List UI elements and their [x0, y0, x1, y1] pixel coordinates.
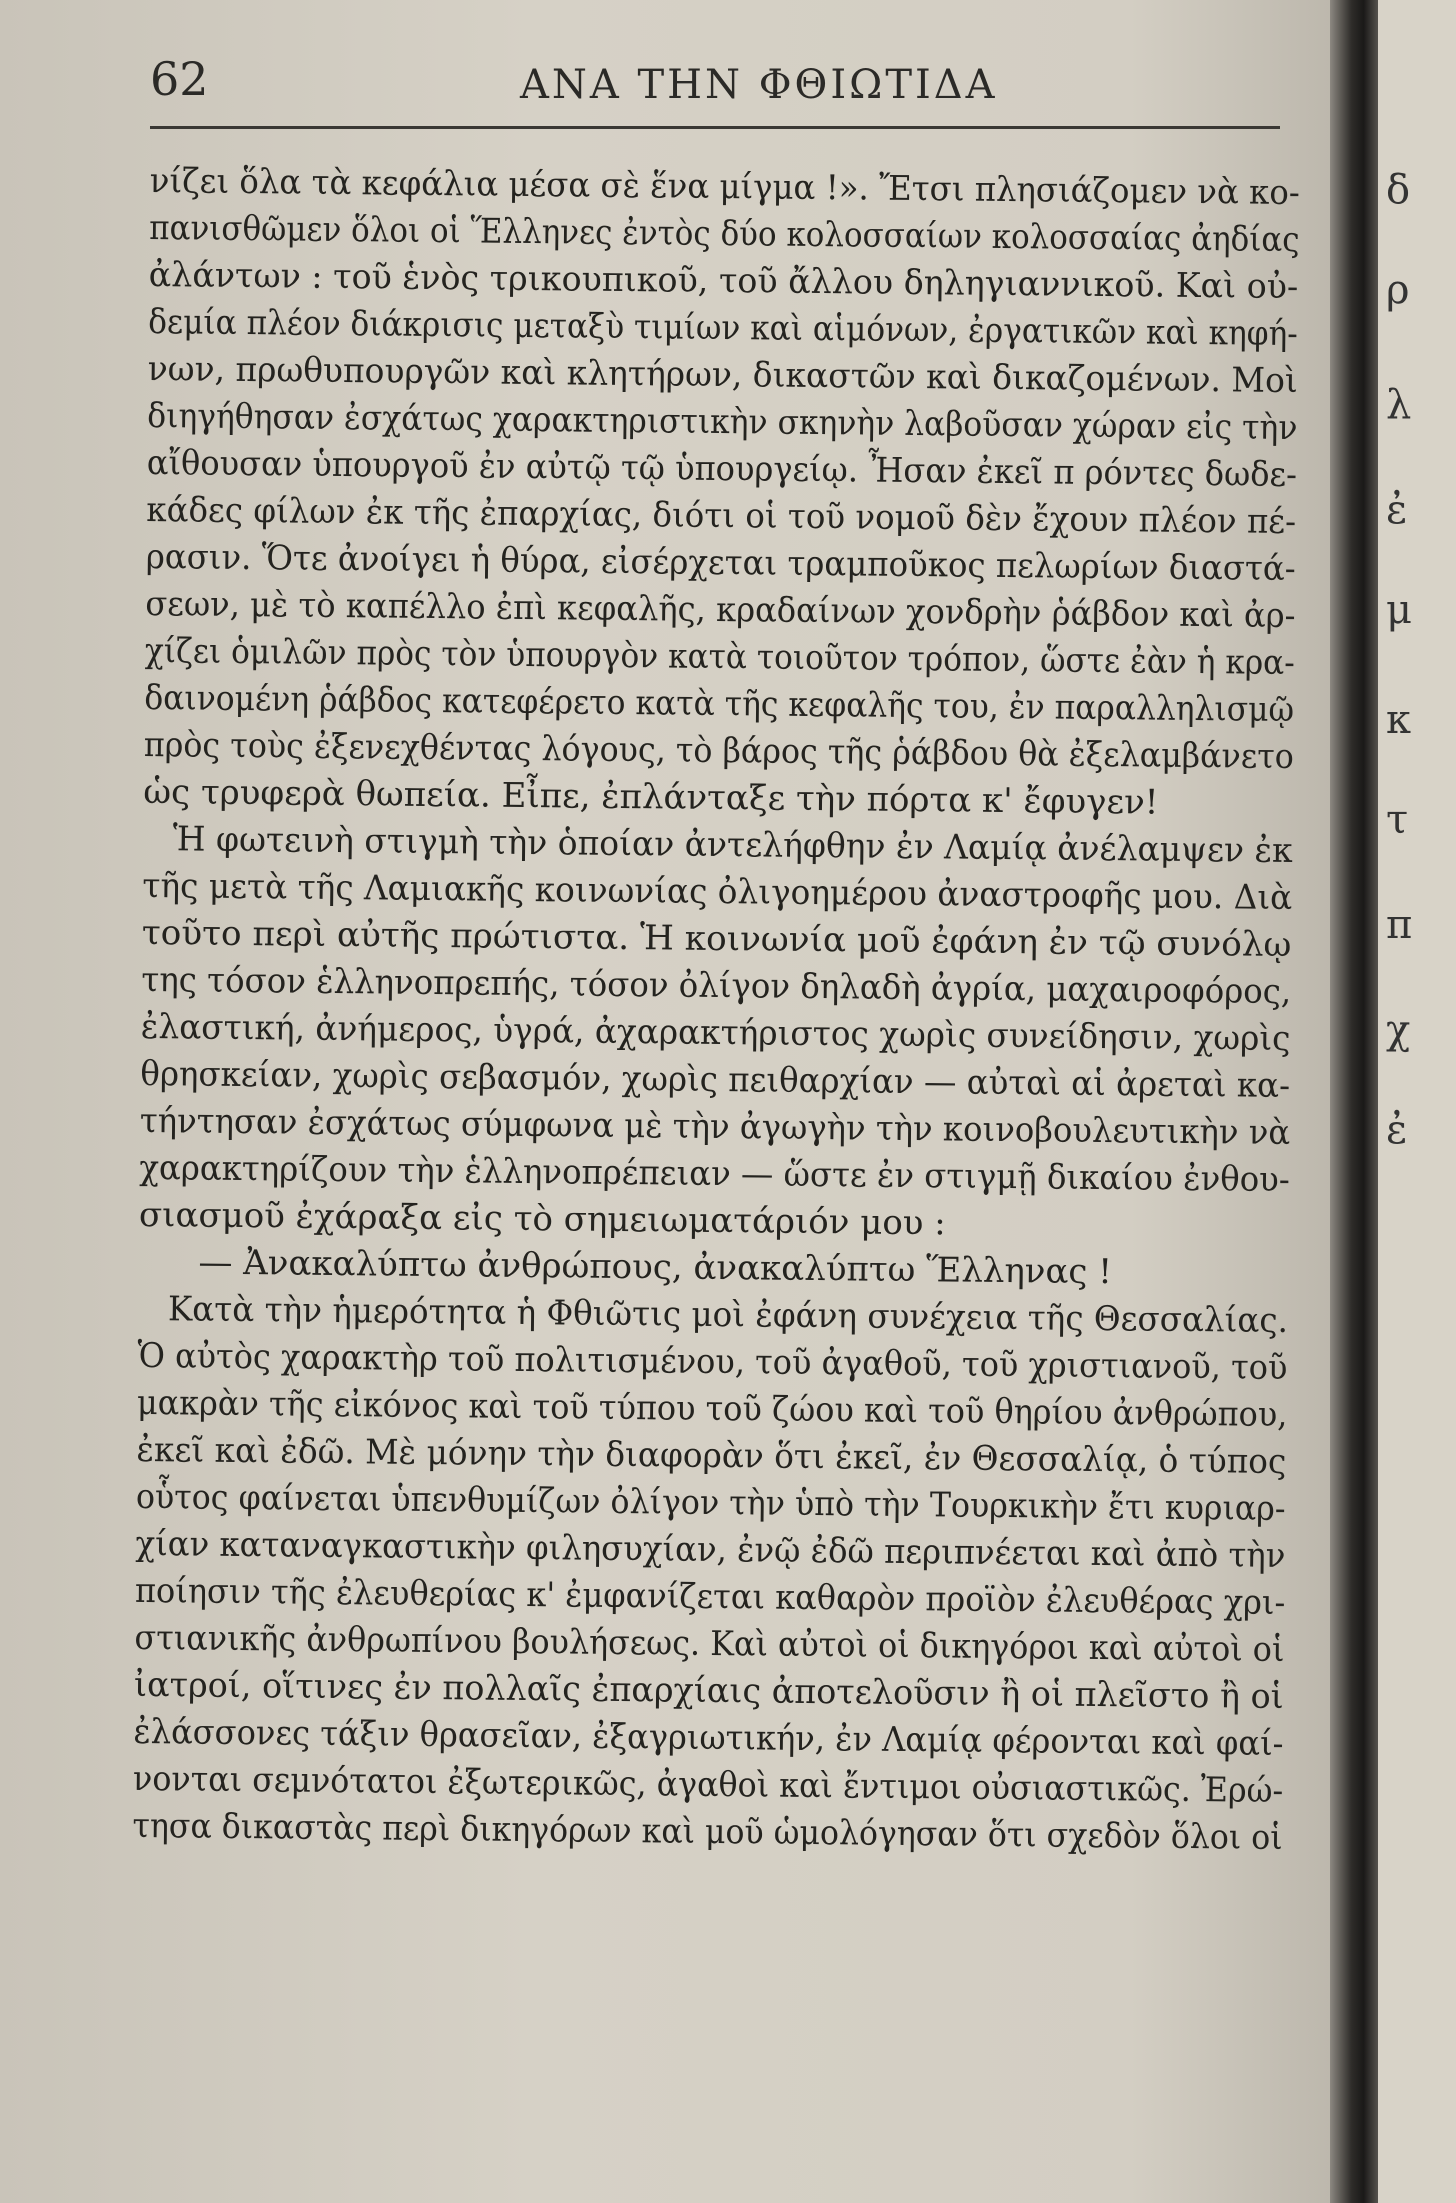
- adjacent-page-letter: λ: [1386, 382, 1412, 428]
- adjacent-page-letter: τ: [1386, 797, 1409, 843]
- text-line: αἴθουσαν ὑπουργοῦ ἐν αὐτῷ τῷ ὑπουργείῳ. Ἦσαν ἐκεῖ π ρόντες δωδε-: [146, 442, 1298, 496]
- text-line: διηγήθησαν ἐσχάτως χαρακτηριστικὴν σκηνὴν λαβοῦσαν χώραν εἰς τὴν: [147, 395, 1298, 449]
- text-line: πανισθῶμεν ὅλοι οἱ Ἕλληνες ἐντὸς δύο κολοσσαίων κολοσσαίας ἀηδίας: [149, 207, 1300, 261]
- text-line: ἀλάντων : τοῦ ἑνὸς τρικουπικοῦ, τοῦ ἄλλου δηληγιαννικοῦ. Καὶ οὐ-: [148, 254, 1299, 308]
- header-rule: [150, 126, 1280, 129]
- text-line: ἰατροί, οἵτινες ἐν πολλαῖς ἐπαρχίαις ἀποτελοῦσιν ἢ οἱ πλεῖστο ἢ οἱ: [133, 1664, 1284, 1717]
- text-line: νίζει ὅλα τὰ κεφάλια μέσα σὲ ἕνα μίγμα !». Ἔτσι πλησιάζομεν νὰ κο-: [149, 160, 1300, 214]
- page-number: 62: [150, 52, 209, 106]
- adjacent-page-letter: ρ: [1386, 267, 1410, 313]
- text-line: Ὁ αὐτὸς χαρακτὴρ τοῦ πολιτισμένου, τοῦ ἀγαθοῦ, τοῦ χριστιανοῦ, τοῦ: [137, 1335, 1288, 1388]
- text-line: τοῦτο περὶ αὐτῆς πρώτιστα. Ἡ κοινωνία μοῦ ἐφάνη ἐν τῷ συνόλῳ: [141, 912, 1292, 965]
- text-line: τῆς μετὰ τῆς Λαμιακῆς κοινωνίας ὀλιγοημέρου ἀναστροφῆς μου. Διὰ: [142, 865, 1293, 919]
- text-line: ρασιν. Ὅτε ἀνοίγει ἡ θύρα, εἰσέρχεται τραμποῦκος πελωρίων διαστά-: [145, 536, 1296, 590]
- text-line: ποίησιν τῆς ἐλευθερίας κ' ἐμφανίζεται καθαρὸν προϊὸν ἐλευθέρας χρι-: [134, 1570, 1286, 1623]
- text-line: της τόσον ἑλληνοπρεπής, τόσον ὀλίγον δηλαδὴ ἀγρία, μαχαιροφόρος,: [141, 959, 1292, 1012]
- text-line: χίαν καταναγκαστικὴν φιλησυχίαν, ἐνῷ ἐδῶ περιπνέεται καὶ ἀπὸ τὴν: [135, 1523, 1286, 1576]
- adjacent-page-letter: π: [1386, 902, 1413, 948]
- text-line: νονται σεμνότατοι ἐξωτερικῶς, ἀγαθοὶ καὶ ἔντιμοι οὐσιαστικῶς. Ἐρώ-: [132, 1758, 1284, 1811]
- body-text: [132, 158, 1300, 1862]
- text-line: κάδες φίλων ἐκ τῆς ἐπαρχίας, διότι οἱ τοῦ νομοῦ δὲν ἔχουν πλέον πέ-: [146, 489, 1297, 543]
- text-line: σιασμοῦ ἐχάραξα εἰς τὸ σημειωματάριόν μου :: [138, 1194, 946, 1244]
- adjacent-page-letter: δ: [1386, 167, 1411, 213]
- text-line: νων, πρωθυπουργῶν καὶ κλητήρων, δικαστῶν καὶ δικαζομένων. Μοὶ: [147, 348, 1298, 402]
- text-line: — Ἀνακαλύπτω ἀνθρώπους, ἀνακαλύπτω Ἕλληνας !: [198, 1242, 1113, 1293]
- text-line: οὗτος φαίνεται ὑπενθυμίζων ὀλίγον τὴν ὑπὸ τὴν Τουρκικὴν ἔτι κυριαρ-: [135, 1476, 1286, 1529]
- text-line: χίζει ὁμιλῶν πρὸς τὸν ὑπουργὸν κατὰ τοιοῦτον τρόπον, ὥστε ἐὰν ἡ κρα-: [144, 630, 1295, 684]
- adjacent-page-letter: κ: [1386, 697, 1411, 743]
- text-line: Ἡ φωτεινὴ στιγμὴ τὴν ὁποίαν ἀντελήφθην ἐν Λαμίᾳ ἀνέλαμψεν ἐκ: [172, 819, 1293, 872]
- text-line: Κατὰ τὴν ἡμερότητα ἡ Φθιῶτις μοὶ ἐφάνη συνέχεια τῆς Θεσσαλίας.: [167, 1289, 1289, 1341]
- text-line: δεμία πλέον διάκρισις μεταξὺ τιμίων καὶ αἱμόνων, ἐργατικῶν καὶ κηφή-: [148, 301, 1298, 355]
- text-line: σεων, μὲ τὸ καπέλλο ἐπὶ κεφαλῆς, κραδαίνων χονδρὴν ῥάβδον καὶ ἀρ-: [145, 583, 1296, 637]
- text-line: τησα δικαστὰς περὶ δικηγόρων καὶ μοῦ ὡμολόγησαν ὅτι σχεδὸν ὅλοι οἱ: [132, 1805, 1283, 1858]
- text-line: δαινομένη ῥάβδος κατεφέρετο κατὰ τῆς κεφαλῆς του, ἐν παραλληλισμῷ: [144, 677, 1295, 731]
- text-line: ἐλαστική, ἀνήμερος, ὑγρά, ἀχαρακτήριστος χωρὶς συνείδησιν, χωρὶς: [140, 1006, 1291, 1059]
- text-line: μακρὰν τῆς εἰκόνος καὶ τοῦ τύπου τοῦ ζώου καὶ τοῦ θηρίου ἀνθρώπου,: [136, 1382, 1288, 1435]
- text-line: χαρακτηρίζουν τὴν ἑλληνοπρέπειαν — ὥστε ἐν στιγμῇ δικαίου ἐνθου-: [139, 1147, 1290, 1200]
- adjacent-page-letter: μ: [1386, 587, 1412, 633]
- adjacent-page-letter: ἐ: [1386, 1107, 1408, 1153]
- text-line: πρὸς τοὺς ἐξενεχθέντας λόγους, τὸ βάρος τῆς ῥάβδου θὰ ἐξελαμβάνετο: [143, 724, 1295, 778]
- text-line: στιανικῆς ἀνθρωπίνου βουλήσεως. Καὶ αὐτοὶ οἱ δικηγόροι καὶ αὐτοὶ οἱ: [134, 1617, 1285, 1670]
- adjacent-page-edge: [1378, 0, 1456, 2203]
- adjacent-page-letter: χ: [1386, 1007, 1411, 1053]
- text-line: ἐλάσσονες τάξιν θρασεῖαν, ἐξαγριωτικήν, ἐν Λαμίᾳ φέρονται καὶ φαί-: [133, 1711, 1284, 1764]
- text-line: ὡς τρυφερὰ θωπεία. Εἶπε, ἐπλάνταξε τὴν πόρτα κ' ἔφυγεν!: [143, 771, 1159, 823]
- text-line: τήντησαν ἐσχάτως σύμφωνα μὲ τὴν ἀγωγὴν τὴν κοινοβουλευτικὴν νὰ: [139, 1100, 1291, 1153]
- text-line: ἐκεῖ καὶ ἐδῶ. Μὲ μόνην τὴν διαφορὰν ὅτι ἐκεῖ, ἐν Θεσσαλίᾳ, ὁ τύπος: [136, 1429, 1287, 1482]
- book-gutter-shadow: [1330, 0, 1378, 2203]
- adjacent-page-letter: ἐ: [1386, 487, 1408, 533]
- text-line: θρησκείαν, χωρὶς σεβασμόν, χωρὶς πειθαρχίαν — αὐταὶ αἱ ἀρεταὶ κα-: [140, 1053, 1291, 1106]
- running-head: ΑΝΑ ΤΗΝ ΦΘΙΩΤΙΔΑ: [520, 62, 998, 108]
